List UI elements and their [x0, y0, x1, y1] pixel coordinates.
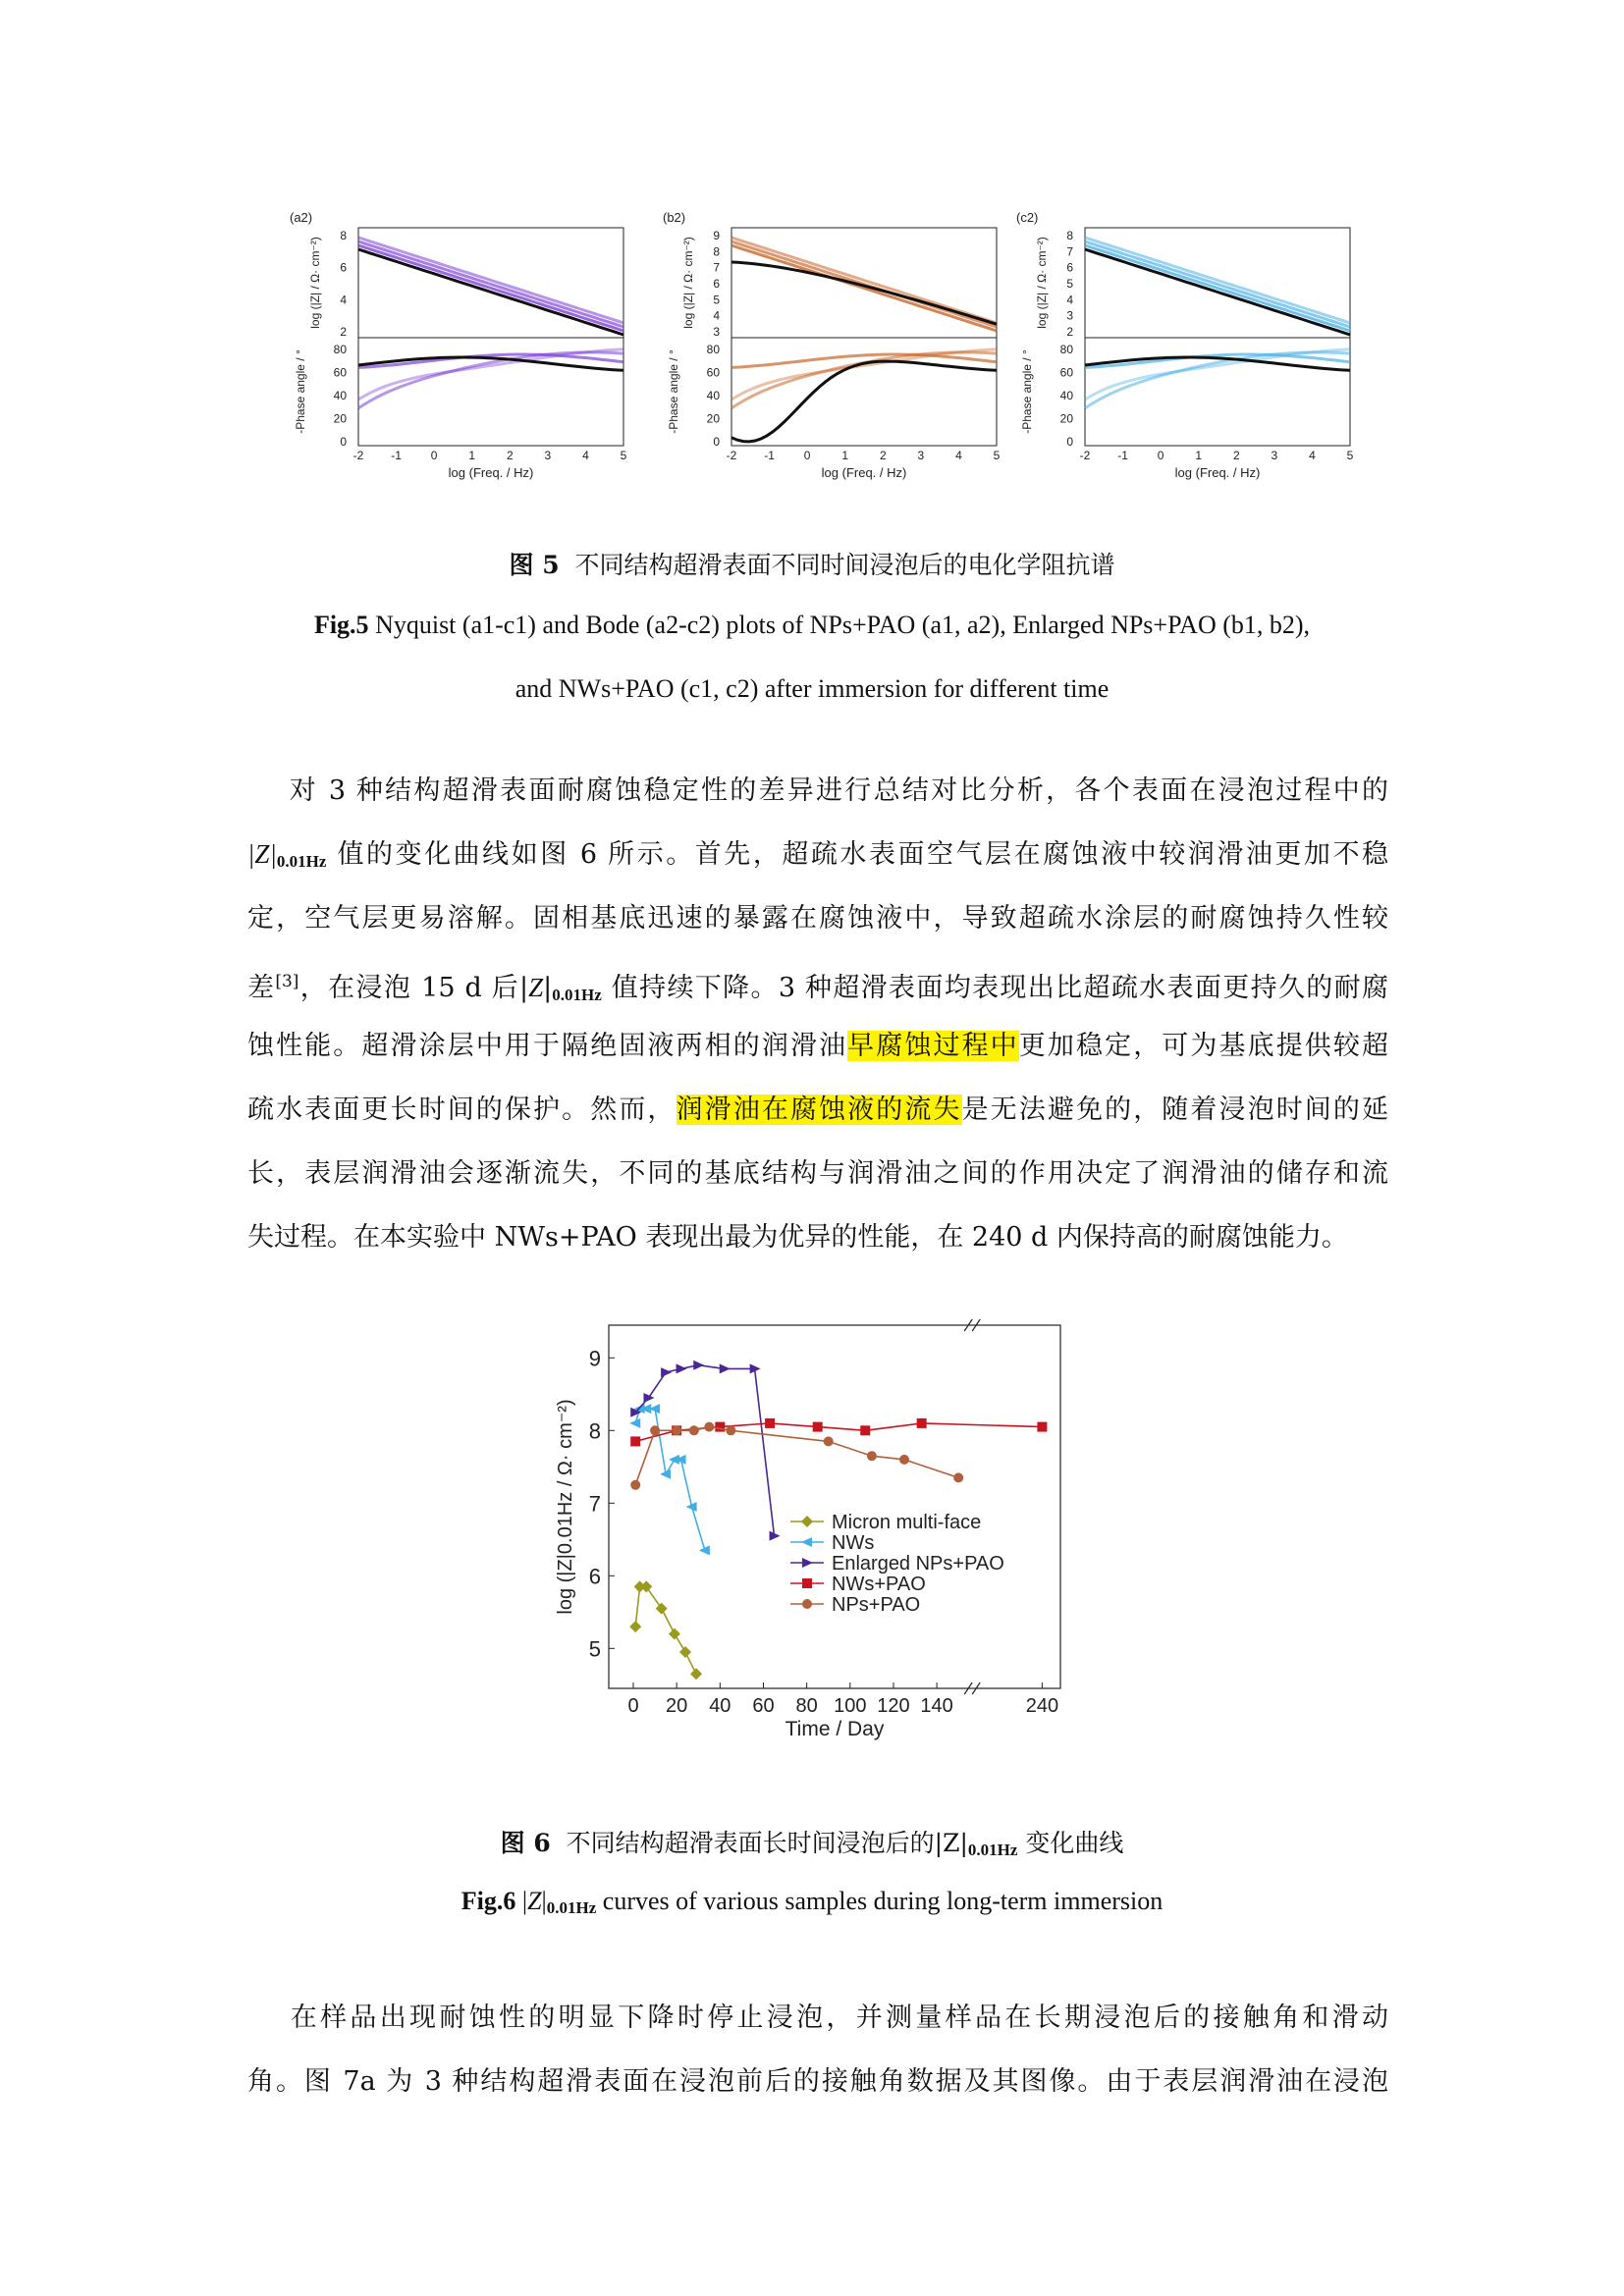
x-tick-label: 3: [917, 449, 925, 462]
magnitude-tick-label: 4: [713, 308, 720, 323]
x-tick-label: 240: [1025, 1695, 1059, 1717]
figure6-caption-en-prefix: Fig.6: [460, 1887, 516, 1915]
data-point: [679, 1646, 691, 1658]
phase-tick-label: 80: [706, 343, 720, 356]
figure5-caption-en-text2: and NWs+PAO (c1, c2) after immersion for different time: [514, 674, 1110, 703]
magnitude-curve: [358, 245, 623, 331]
data-point: [953, 1472, 963, 1482]
paragraph-1-text: |: [543, 973, 553, 1003]
figure6-caption-en-text: |: [515, 1887, 528, 1915]
phase-axis-label: -Phase angle / °: [1020, 349, 1034, 434]
paragraph-1-line: [247, 1142, 1388, 1205]
data-point: [629, 1621, 641, 1632]
legend-label: NWs: [832, 1532, 875, 1554]
highlighted-text: 润滑油在腐蚀液的流失: [676, 1095, 962, 1125]
x-tick-label: 1: [1195, 449, 1203, 462]
figure6-chart: [550, 1306, 1100, 1767]
z-subscript: 0.01Hz: [552, 986, 602, 1004]
figure6-caption-en: [0, 1887, 1624, 1918]
series-line: [635, 1365, 774, 1536]
figure5-caption-cn: [0, 546, 1624, 581]
x-axis-label: log (Freq. / Hz): [821, 465, 907, 480]
paragraph-2-text: 角。图 7a 为 3 种结构超滑表面在浸泡前后的接触角数据及其图像。由于表层润滑油在浸泡: [247, 2066, 1388, 2097]
data-point: [801, 1516, 813, 1527]
paragraph-1-text: 值的变化曲线如图 6 所示。首先，超疏水表面空气层在腐蚀液中较润滑油更加不稳: [326, 839, 1388, 870]
phase-tick-label: 40: [333, 389, 347, 402]
magnitude-curve: [358, 241, 623, 327]
z-symbol: |Z|: [247, 839, 277, 869]
magnitude-tick-label: 5: [713, 293, 720, 307]
magnitude-tick-label: 9: [713, 229, 720, 242]
data-point: [643, 1393, 654, 1403]
paragraph-1-text: 长，表层润滑油会逐渐流失，不同的基底结构与润滑油之间的作用决定了润滑油的储存和流: [247, 1158, 1388, 1189]
highlighted-text: 早腐蚀过程中: [847, 1031, 1019, 1061]
data-point: [640, 1580, 652, 1592]
paragraph-1-text: 对 3 种结构超滑表面耐腐蚀稳定性的差异进行总结对比分析，各个表面在浸泡过程中的: [287, 775, 1388, 806]
z-symbol: Z: [528, 973, 544, 1002]
x-tick-label: 0: [430, 449, 438, 462]
data-point: [704, 1422, 714, 1432]
paragraph-1-line: [247, 1078, 1388, 1142]
legend-label: NWs+PAO: [832, 1574, 926, 1595]
y-tick-label: 6: [588, 1564, 601, 1589]
paragraph-1-line: [247, 950, 1388, 1014]
series-micron-multi-face: [629, 1512, 981, 1680]
phase-tick-label: 80: [1059, 343, 1073, 356]
x-tick-label: 0: [1157, 449, 1164, 462]
panel-label: (b2): [663, 210, 686, 225]
x-tick-label: 2: [1232, 449, 1240, 462]
figure6-caption-cn-text: 不同结构超滑表面长时间浸泡后的|Z|: [566, 1829, 968, 1857]
phase-curve: [731, 352, 997, 408]
figure5-caption-cn-text: 不同结构超滑表面不同时间浸泡后的电化学阻抗谱: [574, 551, 1115, 579]
magnitude-tick-label: 2: [1066, 325, 1073, 339]
paragraph-1-text: 定，空气层更易溶解。固相基底迅速的暴露在腐蚀液中，导致超疏水涂层的耐腐蚀持久性较: [247, 903, 1388, 934]
x-tick-label: -1: [1117, 449, 1128, 462]
magnitude-tick-label: 6: [713, 277, 720, 291]
data-point: [770, 1531, 781, 1541]
paragraph-1-text: 疏水表面更长时间的保护。然而，: [247, 1095, 677, 1125]
data-point: [867, 1451, 877, 1461]
magnitude-tick-label: 6: [1066, 260, 1073, 275]
magnitude-tick-label: 7: [713, 260, 720, 275]
bode-panel-b2: [663, 210, 1001, 480]
z-subscript: 0.01Hz: [546, 1898, 597, 1917]
x-tick-label: 1: [841, 449, 849, 462]
magnitude-tick-label: 8: [1066, 229, 1073, 242]
data-point: [693, 1361, 704, 1370]
data-point: [629, 1418, 640, 1428]
magnitude-axis-label: log (|Z| / Ω· cm⁻²): [681, 237, 695, 329]
panel-label: (a2): [290, 210, 313, 225]
series-line: [635, 1586, 696, 1674]
magnitude-tick-label: 8: [340, 229, 347, 242]
paragraph-1-text: 值持续下降。3 种超滑表面均表现出比超疏水表面更持久的耐腐: [601, 973, 1389, 1003]
data-point: [720, 1363, 731, 1373]
magnitude-curve: [1085, 238, 1350, 323]
figure6-caption-cn-text: 变化曲线: [1017, 1829, 1124, 1857]
data-point: [813, 1422, 823, 1432]
data-point: [661, 1367, 672, 1377]
legend-label: NPs+PAO: [832, 1594, 921, 1616]
x-tick-label: 0: [803, 449, 811, 462]
z-subscript: 0.01Hz: [967, 1841, 1018, 1859]
x-tick-label: 100: [834, 1695, 867, 1717]
bode-panel-c2: [1016, 210, 1354, 480]
data-point: [801, 1537, 812, 1547]
x-tick-label: 120: [877, 1695, 910, 1717]
magnitude-tick-label: 3: [1066, 308, 1073, 323]
x-tick-label: 5: [1346, 449, 1354, 462]
y-tick-label: 7: [588, 1491, 601, 1517]
data-point: [726, 1425, 735, 1435]
magnitude-curve: [731, 241, 997, 327]
y-tick-label: 9: [588, 1346, 601, 1371]
data-point: [630, 1436, 640, 1446]
x-axis-label: Time / Day: [785, 1718, 885, 1740]
paragraph-1-text: 失过程。在本实验中 NWs+PAO 表现出最为优异的性能，在 240 d 内保持高的耐腐蚀能力。: [247, 1222, 1348, 1253]
data-point: [917, 1418, 927, 1428]
magnitude-tick-label: 4: [1066, 293, 1073, 307]
paragraph-2-line: [247, 1986, 1388, 2050]
x-tick-label: 20: [666, 1695, 688, 1717]
phase-tick-label: 40: [1059, 389, 1073, 402]
paragraph-1-text: 更加稳定，可为基底提供较超: [1018, 1031, 1389, 1061]
x-tick-label: 5: [993, 449, 1001, 462]
paragraph-1-line: [247, 1014, 1388, 1078]
magnitude-curve: [1085, 245, 1350, 331]
data-point: [677, 1363, 687, 1373]
y-tick-label: 8: [588, 1418, 601, 1444]
data-point: [860, 1425, 870, 1435]
figure6-caption-cn: [0, 1824, 1624, 1860]
paragraph-1-line: [247, 759, 1388, 823]
data-point: [690, 1668, 702, 1680]
x-tick-label: 4: [582, 449, 589, 462]
x-tick-label: 140: [920, 1695, 953, 1717]
figure5-caption-en-prefix: Fig.5: [313, 611, 369, 639]
x-tick-label: 1: [468, 449, 476, 462]
x-tick-label: -2: [1079, 449, 1091, 462]
x-tick-label: 40: [709, 1695, 731, 1717]
phase-tick-label: 0: [713, 435, 720, 449]
x-tick-label: 3: [544, 449, 552, 462]
z-symbol: Z: [527, 1887, 542, 1915]
figure6-caption-en-text: curves of various samples during long-term immersion: [596, 1887, 1164, 1915]
bode-panel-a2: [290, 210, 627, 480]
phase-axis-label: -Phase angle / °: [667, 349, 680, 434]
x-tick-label: 2: [506, 449, 514, 462]
phase-tick-label: 40: [706, 389, 720, 402]
data-point: [824, 1436, 834, 1446]
paragraph-1-line: [247, 823, 1388, 886]
magnitude-curve: [358, 238, 623, 323]
magnitude-curve: [731, 245, 997, 331]
magnitude-tick-label: 6: [340, 260, 347, 275]
data-point: [802, 1578, 812, 1588]
phase-tick-label: 80: [333, 343, 347, 356]
figure5-caption-en-line1: [0, 611, 1624, 640]
paragraph-2: [247, 1986, 1388, 2113]
data-point: [669, 1629, 680, 1640]
panel-label: (c2): [1016, 210, 1039, 225]
z-subscript: 0.01Hz: [276, 852, 327, 871]
x-tick-label: 80: [795, 1695, 818, 1717]
magnitude-tick-label: 3: [713, 325, 720, 339]
paragraph-1-text: ，在浸泡 15 d 后|: [298, 973, 529, 1003]
y-tick-label: 5: [588, 1636, 601, 1662]
phase-curve: [731, 361, 997, 442]
data-point: [899, 1455, 909, 1465]
figure5-bode-plots: [280, 206, 1370, 501]
figure5-caption-en-line2: [0, 674, 1624, 704]
magnitude-tick-label: 5: [1066, 277, 1073, 291]
x-tick-label: -1: [764, 449, 775, 462]
data-point: [765, 1418, 775, 1428]
y-axis-label: log (|Z|0.01Hz / Ω· cm⁻²): [555, 1399, 576, 1615]
data-point: [689, 1425, 699, 1435]
paragraph-1-text: 是无法避免的，随着浸泡时间的延: [961, 1095, 1389, 1125]
magnitude-axis-label: log (|Z| / Ω· cm⁻²): [1035, 237, 1049, 329]
magnitude-curve: [1085, 241, 1350, 327]
data-point: [672, 1425, 681, 1435]
series-nws: [629, 1404, 874, 1555]
x-axis-label: log (Freq. / Hz): [1174, 465, 1261, 480]
paragraph-2-line: [247, 2050, 1388, 2113]
magnitude-tick-label: 4: [340, 293, 347, 307]
data-point: [715, 1422, 725, 1432]
phase-tick-label: 20: [706, 411, 720, 426]
data-point: [802, 1599, 812, 1609]
paragraph-1-line: [247, 886, 1388, 950]
figure5-caption-cn-prefix: 图 5: [509, 551, 560, 579]
figure6-caption-en-text: |: [541, 1887, 547, 1915]
figure5-caption-en-text1: Nyquist (a1-c1) and Bode (a2-c2) plots of NPs+PAO (a1, a2), Enlarged NPs+PAO (b1, b2),: [368, 611, 1311, 639]
data-point: [630, 1480, 640, 1490]
x-tick-label: -1: [391, 449, 402, 462]
magnitude-tick-label: 8: [713, 244, 720, 259]
phase-tick-label: 20: [1059, 411, 1073, 426]
legend-label: Micron multi-face: [832, 1512, 982, 1533]
x-tick-label: -2: [352, 449, 364, 462]
citation-ref[interactable]: [3]: [275, 972, 299, 991]
paragraph-1-text: 差: [247, 973, 276, 1003]
magnitude-curve: [731, 238, 997, 323]
data-point: [802, 1558, 813, 1568]
x-tick-label: 5: [620, 449, 627, 462]
x-tick-label: 60: [752, 1695, 775, 1717]
phase-tick-label: 0: [1066, 435, 1073, 449]
phase-tick-label: 60: [333, 365, 347, 380]
paragraph-2-text: 在样品出现耐蚀性的明显下降时停止浸泡，并测量样品在长期浸泡后的接触角和滑动: [287, 2002, 1388, 2033]
magnitude-tick-label: 2: [340, 325, 347, 339]
paragraph-1-text: 蚀性能。超滑涂层中用于隔绝固液两相的润滑油: [247, 1031, 848, 1061]
magnitude-axis-label: log (|Z| / Ω· cm⁻²): [308, 237, 322, 329]
x-axis-label: log (Freq. / Hz): [448, 465, 534, 480]
paragraph-1: [247, 759, 1388, 1269]
phase-axis-label: -Phase angle / °: [294, 349, 307, 434]
x-tick-label: -2: [726, 449, 737, 462]
x-tick-label: 2: [879, 449, 887, 462]
magnitude-tick-label: 7: [1066, 244, 1073, 259]
legend-label: Enlarged NPs+PAO: [832, 1553, 1004, 1575]
x-tick-label: 0: [627, 1695, 639, 1717]
x-tick-label: 4: [955, 449, 962, 462]
data-point: [1037, 1422, 1047, 1432]
paragraph-1-line: [247, 1205, 1388, 1269]
phase-tick-label: 20: [333, 411, 347, 426]
magnitude-curve: [1085, 249, 1350, 335]
phase-tick-label: 60: [706, 365, 720, 380]
x-tick-label: 4: [1309, 449, 1316, 462]
figure6-caption-cn-prefix: 图 6: [500, 1829, 551, 1857]
phase-tick-label: 0: [340, 435, 347, 449]
magnitude-curve: [358, 249, 623, 335]
x-tick-label: 3: [1271, 449, 1278, 462]
phase-tick-label: 60: [1059, 365, 1073, 380]
data-point: [650, 1425, 660, 1435]
data-point: [656, 1603, 668, 1615]
